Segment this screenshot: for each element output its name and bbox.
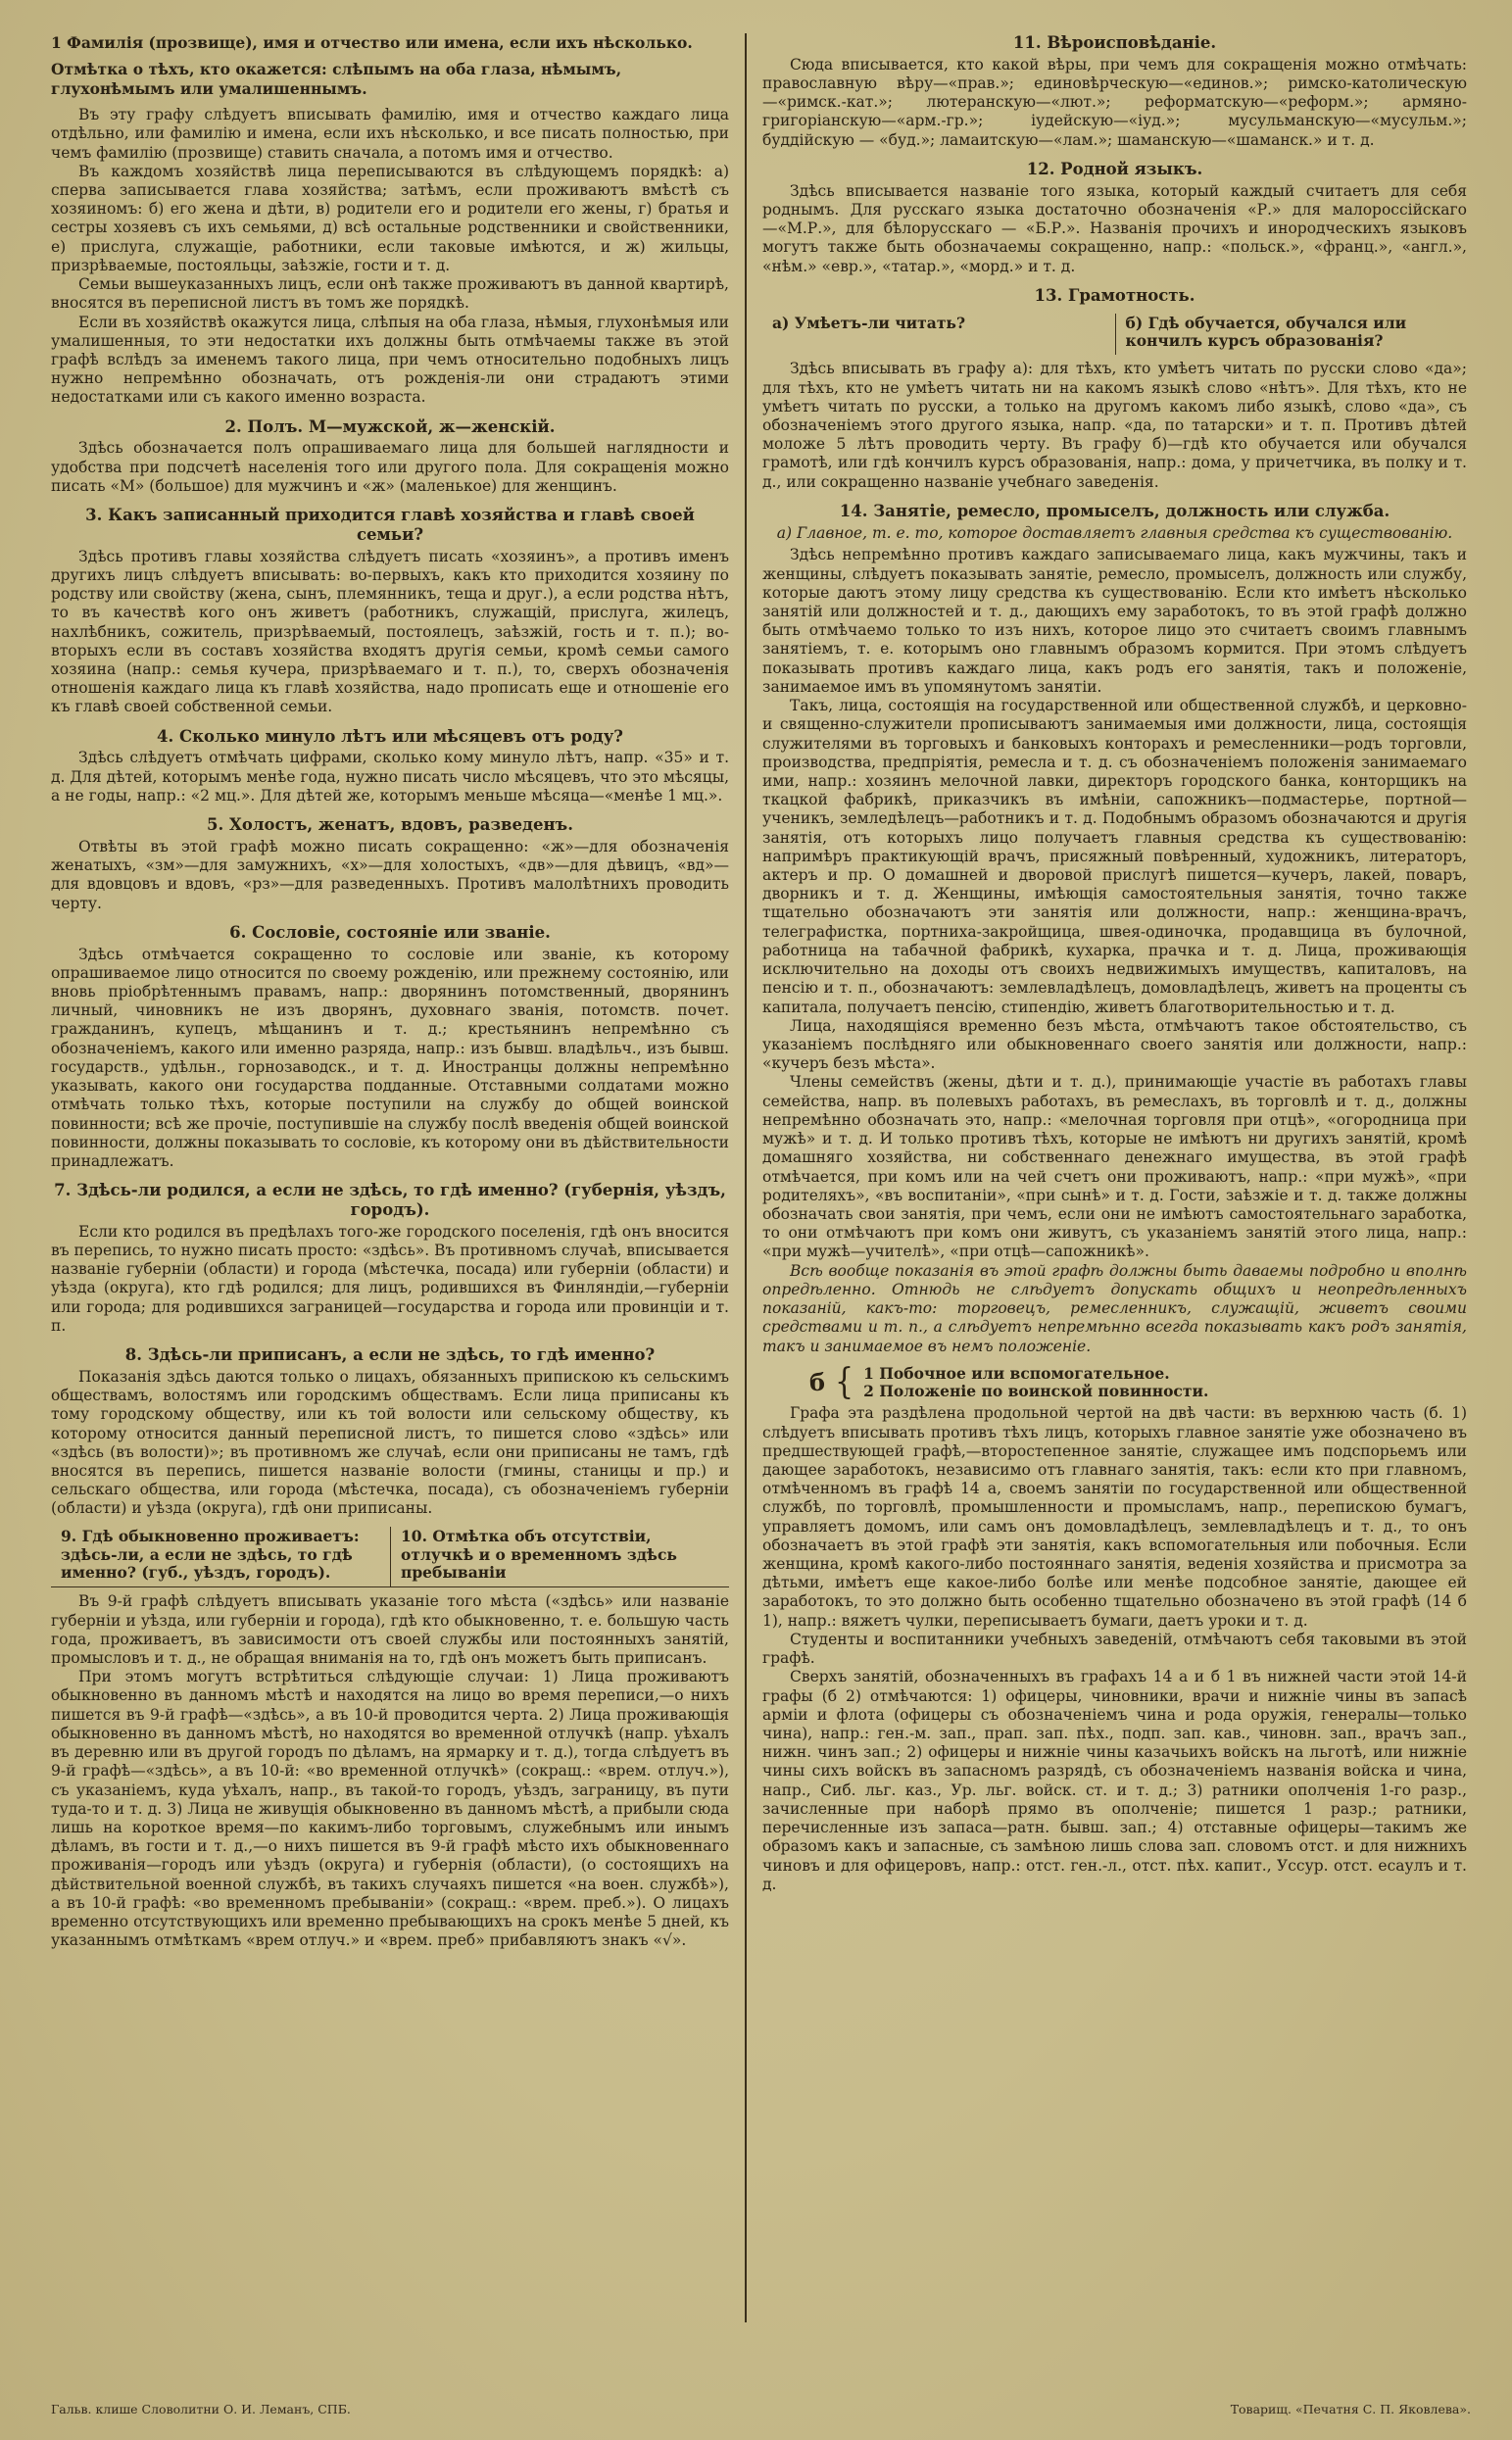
paragraph: Здѣсь противъ главы хозяйства слѣдуетъ писать «хозяинъ», а противъ именъ другихъ лицъ слѣдуетъ вписывать: во-первыхъ, какъ кто приходится хозяину по родству или свойству (жена, сынъ, племянникъ, теща и друг.), а если родства нѣтъ, то въ качествѣ кого онъ живетъ (работникъ, служащій, прислуга, жилецъ, нахлѣбникъ, сожитель, призрѣваемый, постоялецъ, заѣзжій, гость и т. п.); во-вторыхъ если въ составъ хозяйства входятъ другія семьи, кромѣ семьи самого хозяина (напр.: семья кучера, призрѣваемаго и т. п.), то, сверхъ обозначенія отношенія каждаго лица къ главѣ хозяйства, надо прописать еще и отношеніе его къ главѣ своей собственной семьи. (51, 547, 729, 716)
section-3 (51, 506, 729, 717)
section-13b-heading: б) Гдѣ обучается, обучался или кончилъ курсъ образованія? (1115, 314, 1468, 356)
paragraph: Сверхъ занятій, обозначенныхъ въ графахъ 14 а и б 1 въ нижней части этой 14-й графы (б 2) отмѣчаются: 1) офицеры, чиновники, врачи и нижніе чины въ запасѣ арміи и флота (офицеры съ обозначеніемъ чина и рода оружія, генералы—только чина), напр.: ген.-м. зап., прап. зап. пѣх., подп. зап. кав., чиновн. зап., врачъ зап., нижн. чинъ зап.; 2) офицеры и нижніе чины казачьихъ войскъ на льготѣ, или нижніе чины сихъ войскъ въ запасномъ разрядѣ, съ обозначеніемъ названія войска и чина, напр., Сиб. льг. каз., Ур. льг. войск. ст. и т. д.; 3) ратники ополченія 1-го разр., зачисленные при наборѣ прямо въ ополченіе; пишется 1 разр.; ратники, перечисленные изъ запаса—ратн. бывш. зап.; 4) отставные офицеры—такимъ же образомъ какъ и запасные, съ замѣною лишь слова зап. словомъ отст. и для нижнихъ чиновъ и для офицеровъ, напр.: отст. ген.-л., отст. пѣх. капит., Уссур. отст. есаулъ и т. д. (762, 1668, 1467, 1893)
paragraph: Здѣсь отмѣчается сокращенно то сословіе или званіе, къ которому опрашиваемое лицо относится по своему рожденію, или прежнему состоянію, или вновь пріобрѣтеннымъ правамъ, напр.: дворянинъ потомственный, дворянинъ личный, чиновникъ не изъ дворянъ, духовнаго званія, потомств. почет. гражданинъ, купецъ, мѣщанинъ и т. д.; крестьянинъ непремѣнно съ обозначеніемъ, какого или именно разряда, напр.: изъ бывш. владѣльч., изъ бывш. государств., удѣльн., горнозаводск., и т. д. Иностранцы должны непремѣнно указывать, какого они государства подданные. Отставными солдатами можно отмѣчать только тѣхъ, которые поступили на службу до общей воинской повинности; всѣ же прочіе, поступившіе на службу послѣ введенія общей воинской повинности, должны показывать то сословіе, къ которому они въ дѣйствительности принадлежатъ. (51, 945, 729, 1170)
section-3-heading: 3. Какъ записанный приходится главѣ хозяйства и главѣ своей семьи? (85, 506, 695, 544)
section-7-heading: 7. Здѣсь-ли родился, а если не здѣсь, то гдѣ именно? (губернія, уѣздъ, городъ). (54, 1181, 726, 1219)
section-14-heading: 14. Занятіе, ремесло, промыселъ, должность или служба. (839, 501, 1390, 520)
column-divider-rule (745, 33, 747, 2322)
section-14b-line-1: 1 Побочное или вспомогательное. (863, 1363, 1170, 1383)
section-6-heading: 6. Сословіе, состояніе или званіе. (229, 922, 551, 942)
section-10-heading: 10. Отмѣтка объ отсутствіи, отлучкѣ и о временномъ здѣсь пребываніи (390, 1527, 729, 1587)
section-1-title: 1 Фамилія (прозвище), имя и отчество или имена, если ихъ нѣсколько. (51, 33, 693, 52)
section-9-10 (51, 1527, 729, 1951)
paragraph-italic: Всѣ вообще показанія въ этой графѣ должны быть даваемы подробно и вполнѣ опредѣленно. Отнюдь не слѣдуетъ допускать общихъ и неопредѣленныхъ показаній, какъ-то: торговецъ, ремесленникъ, служащій, живетъ своими средствами и т. п., а слѣдуетъ непремѣнно всегда показывать какъ родъ занятія, такъ и занимаемое въ немъ положеніе. (762, 1261, 1467, 1355)
paragraph: Показанія здѣсь даются только о лицахъ, обязанныхъ припискою къ сельскимъ обществамъ, волостямъ или городскимъ обществамъ. Если лица приписаны къ тому городскому обществу, или къ той волости или сельскому обществу, къ которому относится данный переписной листъ, то пишется слово «здѣсь» или «здѣсь (въ волости)»; въ противномъ же случаѣ, если они приписаны не тамъ, гдѣ вносятся въ перепись, пишется названіе волости (гмины, станицы и пр.) и сельскаго общества, или города (мѣстечка, посада), съ обозначеніемъ губерніи (области) и уѣзда (округа), гдѣ они приписаны. (51, 1367, 729, 1518)
left-column (51, 33, 729, 2322)
section-9-heading: 9. Гдѣ обыкновенно проживаетъ: здѣсь-ли, а если не здѣсь, то гдѣ именно? (губ., уѣздъ, городъ). (61, 1526, 360, 1583)
section-6 (51, 923, 729, 1171)
section-14b-line-2: 2 Положеніе по воинской повинности. (863, 1382, 1209, 1400)
section-1-note: Отмѣтка о тѣхъ, кто окажется: слѣпымъ на оба глаза, нѣмымъ, глухонѣмымъ или умалишеннымъ. (51, 60, 622, 98)
two-column-layout (51, 33, 1467, 2322)
paragraph: Въ каждомъ хозяйствѣ лица переписываются въ слѣдующемъ порядкѣ: а) сперва записывается глава хозяйства; затѣмъ, если проживаютъ вмѣстѣ съ хозяиномъ: б) его жена и дѣти, в) родители его и родители его жены, г) братья и сестры хозяевъ съ ихъ семьями, д) всѣ остальные родственники и свойственники, е) прислуга, служащіе, работники, если таковые имѣются, и ж) жильцы, призрѣваемые, постояльцы, заѣзжіе, гости и т. д. (51, 162, 729, 274)
brace-glyph: { (835, 1361, 854, 1403)
section-11-heading: 11. Вѣроисповѣданіе. (1012, 33, 1217, 52)
section-14a-subheading: а) Главное, т. е. то, которое доставляетъ главныя средства къ существованію. (776, 523, 1453, 542)
paragraph: Въ эту графу слѣдуетъ вписывать фамилію, имя и отчество каждаго лица отдѣльно, или фамилію и имена, если ихъ нѣсколько, и все писать полностью, при чемъ фамилію (прозвище) ставить сначала, а потомъ имя и отчество. (51, 106, 729, 162)
section-4-heading: 4. Сколько минуло лѣтъ или мѣсяцевъ отъ роду? (157, 726, 623, 746)
paragraph: Въ 9-й графѣ слѣдуетъ вписывать указаніе того мѣста («здѣсь» или названіе губерніи и уѣзда, или губерніи и города), гдѣ кто обыкновенно, т. е. большую часть года, проживаетъ, въ зависимости отъ своей службы или постоянныхъ занятій, промысловъ и т. д., не обращая вниманія на то, гдѣ онъ можетъ быть приписанъ. (51, 1592, 729, 1668)
section-1 (51, 33, 729, 408)
paragraph: Если кто родился въ предѣлахъ того-же городского поселенія, гдѣ онъ вносится въ перепись, то нужно писать просто: «здѣсь». Въ противномъ случаѣ, вписывается названіе губерніи (области) и города (мѣстечка, посада) или губерніи (области) и уѣзда (округа), кто гдѣ родился; для лицъ, родившихся въ Финляндіи,—губерніи или города; для родившихся заграницей—государства и города или провинціи и т. п. (51, 1222, 729, 1335)
section-7 (51, 1181, 729, 1336)
section-5-heading: 5. Холостъ, женатъ, вдовъ, разведенъ. (207, 815, 573, 835)
section-13a-heading: а) Умѣетъ-ли читать? (772, 313, 966, 332)
section-4 (51, 727, 729, 805)
section-2-heading: 2. Полъ. М—мужской, ж—женскій. (224, 416, 556, 436)
section-8 (51, 1345, 729, 1519)
section-8-heading: 8. Здѣсь-ли приписанъ, а если не здѣсь, то гдѣ именно? (124, 1345, 656, 1365)
section-5 (51, 815, 729, 913)
section-11 (762, 33, 1467, 150)
section-14b-lines (863, 1365, 1208, 1401)
paragraph: Здѣсь вписывать въ графу а): для тѣхъ, кто умѣетъ читать по русски слово «да»; для тѣхъ, кто не умѣетъ читать ни на какомъ языкѣ слово «нѣтъ». Для тѣхъ, кто не умѣетъ читать по русски, а только на другомъ какомъ либо языкѣ, слово «да», съ обозначеніемъ этого другого языка, напр. «да, по татарски» и т. п. Противъ дѣтей моложе 5 лѣтъ проводить черту. Въ графу б)—гдѣ кто обучается или обучался грамотѣ, или гдѣ кончилъ курсъ образованія, напр.: дома, у причетчика, въ полку и т. д., или сокращенно названіе учебнаго заведенія. (762, 360, 1467, 491)
section-12 (762, 160, 1467, 276)
paragraph: Графа эта раздѣлена продольной чертой на двѣ части: въ верхнюю часть (б. 1) слѣдуетъ вписывать противъ тѣхъ лицъ, которыхъ главное занятіе уже обозначено въ предшествующей графѣ,—второстепенное занятіе, служащее имъ подспорьемъ или дающее заработокъ, независимо отъ главнаго занятія, такъ: если кто при главномъ, отмѣченномъ въ графѣ 14 а, своемъ занятіи по государственной или общественной службѣ, по торговлѣ, промышленности и промысламъ, напр., перепискою бумагъ, управляетъ домомъ, или самъ онъ домовладѣлецъ, землевладѣлецъ и т. д., то онъ обозначаетъ въ этой графѣ эти занятія, какъ вспомогательныя или побочныя. Если женщина, кромѣ какого-либо постояннаго занятія, веденія хозяйства и присмотра за дѣтьми, имѣетъ еще какое-либо болѣе или менѣе подсобное занятіе, дающее ей заработокъ, то это должно быть особенно тщательно обозначено въ этой графѣ (14 б 1), напр.: вяжетъ чулки, переписываетъ бумаги, даетъ уроки и т. д. (762, 1404, 1467, 1630)
paragraph: Здѣсь слѣдуетъ отмѣчать цифрами, сколько кому минуло лѣтъ, напр. «35» и т. д. Для дѣтей, которымъ менѣе года, нужно писать число мѣсяцевъ, что это мѣсяцы, а не годы, напр.: «2 мц.». Для дѣтей же, которымъ меньше мѣсяца—«менѣе 1 мц.». (51, 749, 729, 805)
paragraph: Лица, находящіяся временно безъ мѣста, отмѣчаютъ такое обстоятельство, съ указаніемъ послѣдняго или обыкновеннаго своего занятія или должности, напр.: «кучеръ безъ мѣста». (762, 1016, 1467, 1073)
imprint-left: Гальв. клише Словолитни О. И. Леманъ, СПБ. (51, 2401, 351, 2416)
imprint-right: Товарищ. «Печатня С. П. Яковлева». (1230, 2401, 1471, 2416)
right-column (762, 33, 1467, 2322)
imprint-footer (51, 2402, 1471, 2417)
section-14b-subheading (762, 1361, 1467, 1403)
section-13 (762, 286, 1467, 492)
section-14 (762, 502, 1467, 1894)
section-13-heading: 13. Грамотность. (1034, 285, 1195, 305)
paragraph: Члены семействъ (жены, дѣти и т. д.), принимающіе участіе въ работахъ главы семейства, напр. въ полевыхъ работахъ, въ ремеслахъ, въ торговлѣ и т. д., должны непремѣнно обозначать это, напр.: «мелочная торговля при отцѣ», «огородница при мужѣ» и т. д. И только противъ тѣхъ, которые не имѣютъ ни другихъ занятій, кромѣ домашняго хозяйства, ни собственнаго денежнаго имущества, въ этой графѣ отмѣчается, при комъ или на чей счетъ они проживаютъ, напр.: «при мужѣ», «при родителяхъ», «въ воспитаніи», «при сынѣ» и т. д. Гости, заѣзжіе и т. д. также должны обозначать свои занятія, при чемъ, если они не имѣютъ самостоятельнаго заработка, то они отмѣчаютъ при комъ они живутъ, съ указаніемъ занятій этого лица, напр.: «при мужѣ—учителѣ», «при отцѣ—сапожникѣ». (762, 1073, 1467, 1261)
section-2 (51, 417, 729, 496)
paragraph: Студенты и воспитанники учебныхъ заведеній, отмѣчаютъ себя таковыми въ этой графѣ. (762, 1630, 1467, 1668)
section-12-heading: 12. Родной языкъ. (1026, 159, 1203, 178)
paragraph: Сюда вписывается, кто какой вѣры, при чемъ для сокращенія можно отмѣчать: православную вѣру—«прав.»; единовѣрческую—«единов.»; римско-католическую—«римск.-кат.»; лютеранскую—«лют.»; реформатскую—«реформ.»; армяно-григоріанскую—«арм.-гр.»; іудейскую—«іуд.»; мусульманскую—«мусульм.»; буддійскую — «буд.»; ламаитскую—«лам.»; шаманскую—«шаманск.» и т. д. (762, 55, 1467, 149)
paragraph: Здѣсь вписывается названіе того языка, который каждый считаетъ для себя роднымъ. Для русскаго языка достаточно обозначенія «Р.» для малороссійскаго—«М.Р.», для бѣлорусскаго — «Б.Р.». Названія прочихъ и инородческихъ языковъ могутъ также быть обозначаемы сокращенно, напр.: «польск.», «франц.», «англ.», «нѣм.» «евр.», «татар.», «морд.» и т. д. (762, 181, 1467, 275)
paragraph: При этомъ могутъ встрѣтиться слѣдующіе случаи: 1) Лица проживаютъ обыкновенно въ данномъ мѣстѣ и находятся на лицо во время переписи,—о нихъ пишется въ 9-й графѣ—«здѣсь», а въ 10-й проводится черта. 2) Лица проживающія обыкновенно въ данномъ мѣстѣ, но находятся во временной отлучкѣ (напр. уѣхалъ въ деревню или въ другой городъ по дѣламъ, на ярмарку и т. д.), тогда слѣдуетъ въ 9-й графѣ—«здѣсь», а въ 10-й: «во временной отлучкѣ» (сокращ.: «врем. отлуч.»), съ указаніемъ, куда уѣхалъ, напр., въ такой-то городъ, уѣздъ, заграницу, въ пути туда-то и т. д. 3) Лица не живущія обыкновенно въ данномъ мѣстѣ, а прибыли сюда лишь на короткое время—по какимъ-либо торговымъ, служебнымъ или инымъ дѣламъ, въ гости и т. д.,—о нихъ пишется въ 9-й графѣ мѣсто ихъ обыкновеннаго проживанія—городъ или уѣздъ (округа) и губернія (области), (о состоящихъ на дѣйствительной военной службѣ, въ такихъ случаяхъ пишется «на воен. службѣ»), а въ 10-й графѣ: «во временномъ пребываніи» (сокращ.: «врем. преб.»). О лицахъ временно отсутствующихъ или временно пребывающихъ на срокъ менѣе 5 дней, къ указаннымъ отмѣткамъ «врем отлуч.» и «врем. преб» прибавляютъ знакъ «√». (51, 1668, 729, 1950)
paragraph: Здѣсь непремѣнно противъ каждаго записываемаго лица, какъ мужчины, такъ и женщины, слѣдуетъ показывать занятіе, ремесло, промыселъ, должность или службу, которые даютъ этому лицу средства къ существованію. Если кто имѣетъ нѣсколько занятій или должностей и т. д., дающихъ ему заработокъ, то въ этой графѣ должно быть отмѣчаемо только то изъ нихъ, которое лицо это считаетъ своимъ главнымъ занятіемъ, т. е. которымъ оно главнымъ образомъ кормится. При этомъ слѣдуетъ показывать противъ каждаго лица, какъ родъ его занятія, такъ и положеніе, занимаемое имъ въ упомянутомъ занятіи. (762, 546, 1467, 696)
section-13-subheading-row (762, 314, 1467, 356)
paragraph: Такъ, лица, состоящія на государственной или общественной службѣ, и церковно- и священно-служители прописываютъ занимаемыя ими должности, лица, состоящія служителями въ торговыхъ и банковыхъ конторахъ и ремесленники—родъ торговли, производства, предпріятія, ремесла и т. д. съ обозначеніемъ положенія занимаемаго ими, напр.: хозяинъ мелочной лавки, директоръ городского банка, конторщикъ на ткацкой фабрикѣ, приказчикъ въ имѣніи, сапожникъ—подмастерье, портной—ученикъ, земледѣлецъ—работникъ и т. д. Подобнымъ образомъ обозначаются и другія занятія, отъ которыхъ лицо получаетъ главныя средства къ существованію: напримѣръ практикующій врачъ, присяжный повѣренный, художникъ, литераторъ, актеръ и пр. О домашней и дворовой прислугѣ пишется—кучеръ, лакей, поваръ, дворникъ и т. д. Женщины, имѣющія самостоятельныя занятія, точно также тщательно обозначаютъ эти занятія или должности, напр.: женщина-врачъ, телеграфистка, портниха-закройщица, швея-одиночка, продавщица въ булочной, работница на табачной фабрикѣ, кухарка, прачка и т. д. Лица, проживающія исключительно на доходы отъ своихъ недвижимыхъ имуществъ, капиталовъ, на пенсію и т. п., обозначаютъ: землевладѣлецъ, домовладѣлецъ, живетъ на проценты съ капитала, получаетъ пенсію, стипендію, живетъ благотворительностью и т. д. (762, 697, 1467, 1016)
paragraph: Семьи вышеуказанныхъ лицъ, если онѣ также проживаютъ въ данной квартирѣ, вносятся въ переписной листъ въ томъ же порядкѣ. (51, 275, 729, 313)
section-9-10-heading-row (51, 1527, 729, 1588)
section-14b-letter: б (809, 1368, 826, 1396)
paragraph: Отвѣты въ этой графѣ можно писать сокращенно: «ж»—для обозначенія женатыхъ, «зм»—для замужнихъ, «х»—для холостыхъ, «дв»—для дѣвицъ, «вд»—для вдовцовъ и вдовъ, «рз»—для разведенныхъ. Противъ малолѣтнихъ проводить черту. (51, 837, 729, 912)
paragraph: Если въ хозяйствѣ окажутся лица, слѣпыя на оба глаза, нѣмыя, глухонѣмыя или умалишенныя, то эти недостатки ихъ должны быть отмѣчаемы также въ этой графѣ вслѣдъ за именемъ такого лица, при чемъ относительно подобныхъ лицъ нужно непремѣнно обозначать, отъ рожденія-ли они страдаютъ этими недостатками или съ какого именно возраста. (51, 313, 729, 407)
paragraph: Здѣсь обозначается полъ опрашиваемаго лица для большей наглядности и удобства при подсчетѣ населенія того или другого пола. Для сокращенія можно писать «М» (большое) для мужчинъ и «ж» (маленькое) для женщинъ. (51, 439, 729, 495)
